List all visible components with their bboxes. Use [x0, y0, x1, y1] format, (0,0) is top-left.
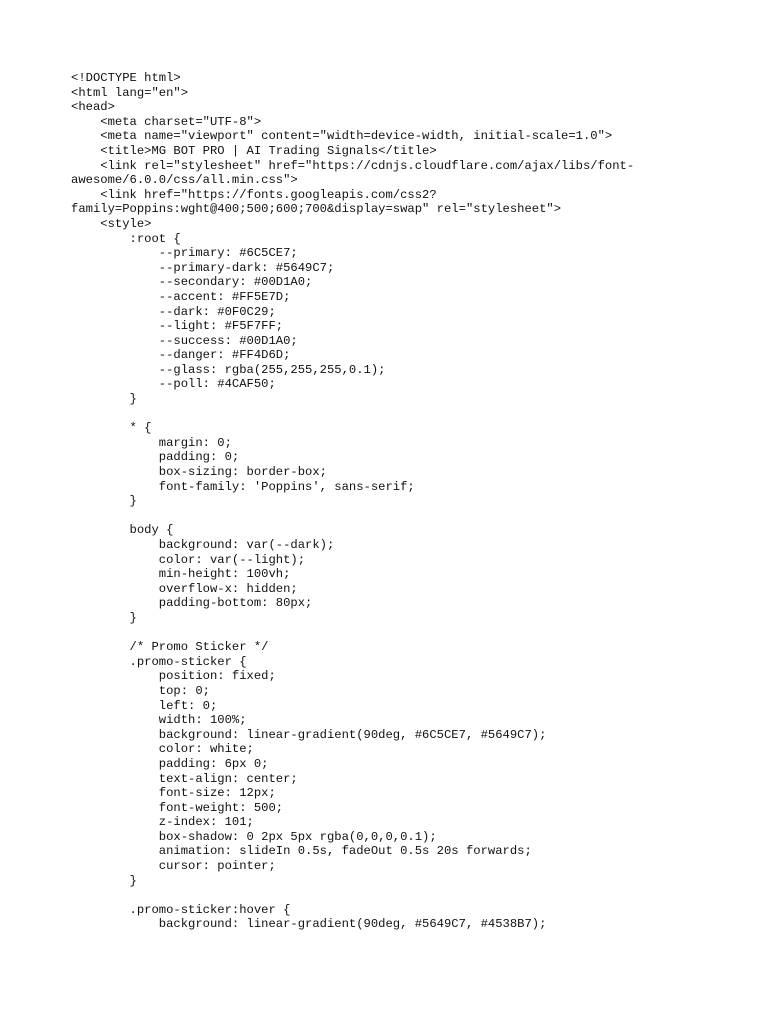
- code-line: awesome/6.0.0/css/all.min.css">: [71, 173, 298, 188]
- code-line: [71, 888, 711, 903]
- code-line: --danger: #FF4D6D;: [71, 348, 291, 363]
- code-line: [71, 407, 711, 422]
- code-line: font-family: 'Poppins', sans-serif;: [71, 479, 415, 494]
- code-line: <meta charset="UTF-8">: [71, 114, 262, 129]
- code-line: box-shadow: 0 2px 5px rgba(0,0,0,0.1);: [71, 829, 437, 844]
- code-listing: [71, 71, 711, 932]
- code-line: <!DOCTYPE html>: [71, 71, 181, 85]
- code-line: animation: slideIn 0.5s, fadeOut 0.5s 20s forwards;: [71, 844, 532, 859]
- code-line: }: [71, 873, 137, 888]
- code-line: --success: #00D1A0;: [71, 333, 298, 348]
- code-line: body {: [71, 523, 174, 538]
- code-line: padding-bottom: 80px;: [71, 596, 313, 611]
- code-line: .promo-sticker {: [71, 654, 247, 669]
- code-line: --glass: rgba(255,255,255,0.1);: [71, 362, 386, 377]
- code-line: family=Poppins:wght@400;500;600;700&display=swap" rel="stylesheet">: [71, 202, 562, 217]
- code-line: --dark: #0F0C29;: [71, 304, 276, 319]
- code-line: background: linear-gradient(90deg, #5649C7, #4538B7);: [71, 917, 547, 932]
- code-line: width: 100%;: [71, 713, 247, 728]
- code-line: padding: 0;: [71, 450, 240, 465]
- code-line: background: linear-gradient(90deg, #6C5CE7, #5649C7);: [71, 727, 547, 742]
- code-line: font-weight: 500;: [71, 800, 284, 815]
- code-line: padding: 6px 0;: [71, 756, 269, 771]
- code-line: <link rel="stylesheet" href="https://cdnjs.cloudflare.com/ajax/libs/font-: [71, 158, 635, 173]
- code-line: color: white;: [71, 742, 254, 757]
- code-line: overflow-x: hidden;: [71, 581, 298, 596]
- code-line: }: [71, 610, 137, 625]
- code-line: cursor: pointer;: [71, 859, 276, 874]
- code-line: left: 0;: [71, 698, 218, 713]
- code-line: margin: 0;: [71, 435, 232, 450]
- code-line: --accent: #FF5E7D;: [71, 289, 291, 304]
- code-line: font-size: 12px;: [71, 786, 276, 801]
- code-line: box-sizing: border-box;: [71, 465, 327, 480]
- code-line: <link href="https://fonts.googleapis.com/css2?: [71, 187, 437, 202]
- code-line: <head>: [71, 100, 115, 115]
- code-line: <meta name="viewport" content="width=device-width, initial-scale=1.0">: [71, 129, 613, 144]
- code-line: .promo-sticker:hover {: [71, 902, 291, 917]
- code-line: [71, 626, 711, 641]
- code-line: color: var(--light);: [71, 552, 306, 567]
- code-line: --secondary: #00D1A0;: [71, 275, 313, 290]
- code-line: --primary-dark: #5649C7;: [71, 260, 335, 275]
- code-line: top: 0;: [71, 683, 210, 698]
- code-line: }: [71, 494, 137, 509]
- code-line: }: [71, 392, 137, 407]
- code-line: /* Promo Sticker */: [71, 640, 269, 655]
- code-line: text-align: center;: [71, 771, 298, 786]
- code-line: --light: #F5F7FF;: [71, 319, 284, 334]
- code-line: z-index: 101;: [71, 815, 254, 830]
- code-line: <html lang="en">: [71, 85, 189, 100]
- code-line: --primary: #6C5CE7;: [71, 246, 298, 261]
- code-line: --poll: #4CAF50;: [71, 377, 276, 392]
- code-line: [71, 509, 711, 524]
- code-line: <title>MG BOT PRO | AI Trading Signals</title>: [71, 143, 437, 158]
- code-line: background: var(--dark);: [71, 538, 335, 552]
- code-line: :root {: [71, 231, 181, 246]
- code-line: * {: [71, 421, 152, 436]
- code-line: position: fixed;: [71, 669, 276, 684]
- code-line: min-height: 100vh;: [71, 567, 291, 582]
- code-line: <style>: [71, 216, 152, 231]
